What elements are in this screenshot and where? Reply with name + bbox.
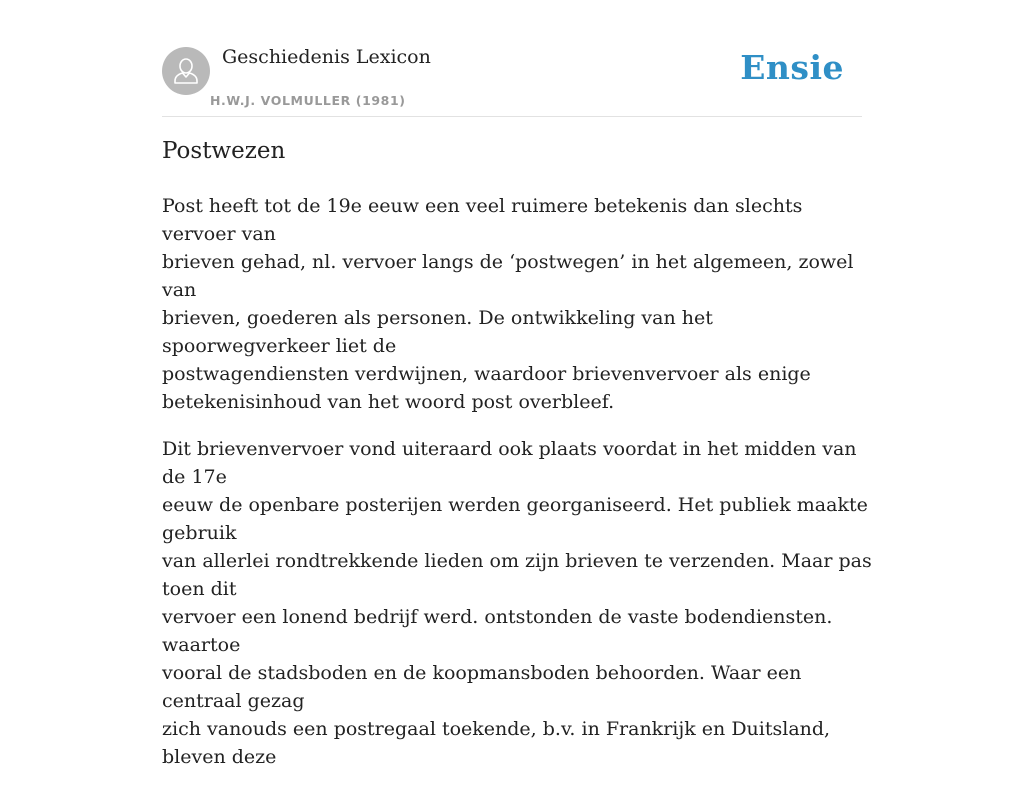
article-title: Postwezen (162, 138, 286, 164)
book-title[interactable]: Geschiedenis Lexicon (222, 46, 431, 68)
book-header (162, 46, 862, 117)
book-author: H.W.J. VOLMULLER (1981) (210, 93, 406, 108)
user-avatar-icon[interactable] (162, 47, 210, 95)
ensie-logo[interactable]: Ensie (740, 48, 844, 87)
article-body (162, 192, 874, 790)
article-paragraph: Dit brievenvervoer vond uiteraard ook plaats voordat in het midden van de 17e eeuw de openbare posterijen werden georganiseerd. Het publiek maakte gebruik van allerlei rondtrekkende lieden om zijn brieven te verzenden. Maar pas toen dit vervoer een lonend bedrijf werd. ontstonden de vaste bodendiensten. waartoe vooral de stadsboden en de koopmansboden behoorden. Waar een centraal gezag zich vanouds een postregaal toekende, b.v. in Frankrijk en Duitsland, bleven deze (162, 438, 872, 768)
article-paragraph: Post heeft tot de 19e eeuw een veel ruimere betekenis dan slechts vervoer van brieven gehad, nl. vervoer langs de ‘postwegen’ in het algemeen, zowel van brieven, goederen als personen. De ontwikkeling van het spoorwegverkeer liet de postwagendiensten verdwijnen, waardoor brievenvervoer als enige betekenisinhoud van het woord post overbleef. (162, 195, 854, 413)
